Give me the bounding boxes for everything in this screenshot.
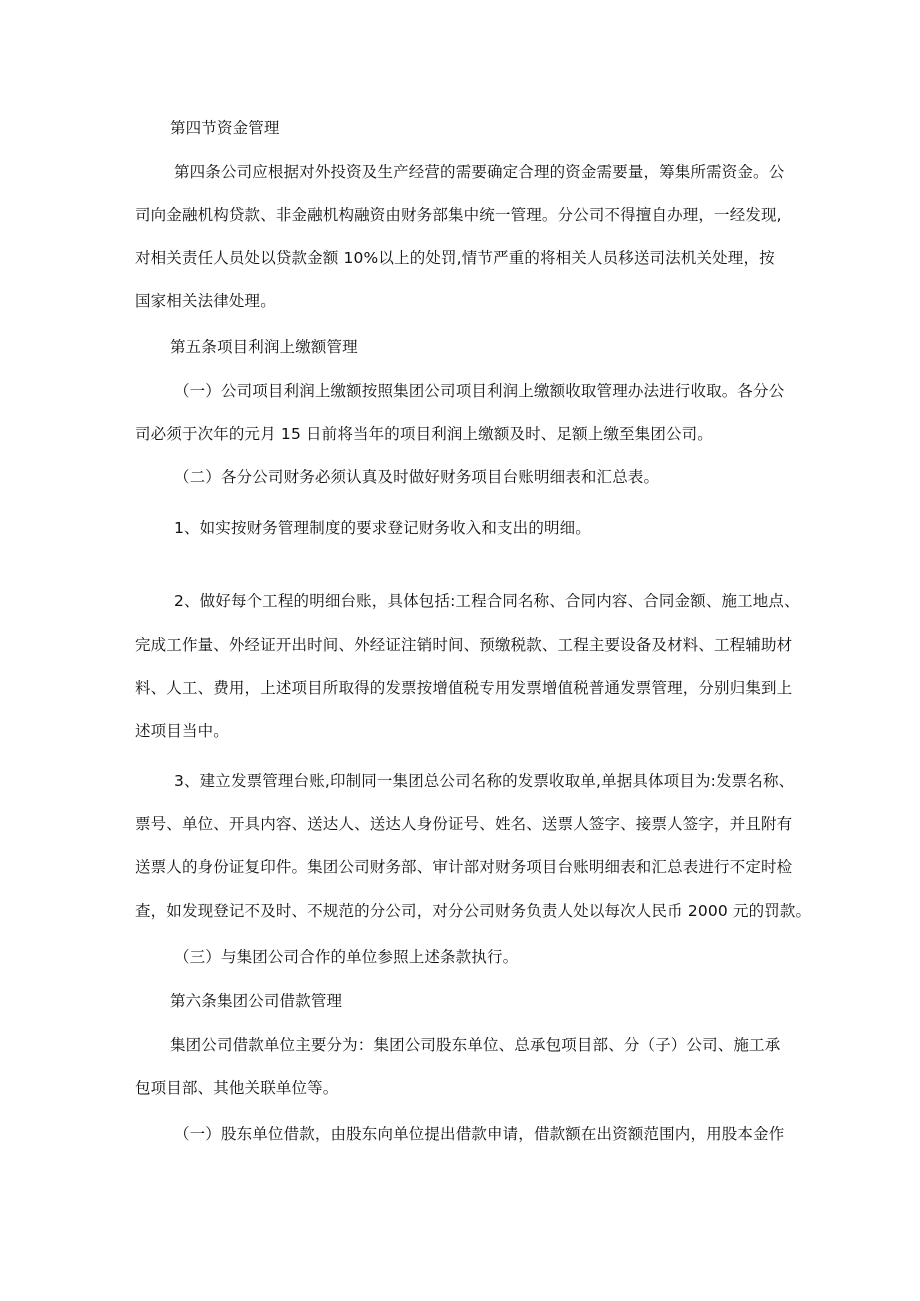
article6-intro-line-1: 集团公司借款单位主要分为：集团公司股东单位、总承包项目部、分（子）公司、施工承 [170,1036,781,1054]
article5-sub3-line-4: 查，如发现登记不及时、不规范的分公司，对分公司财务负责人处以每次人民币 2000 元的罚款。 [135,902,812,920]
article5-sub2-line-2: 完成工作量、外经证开出时间、外经证注销时间、预缴税款、工程主要设备及材料、工程辅助材 [135,636,793,654]
article6-title: 第六条集团公司借款管理 [170,992,343,1010]
article5-title: 第五条项目利润上缴额管理 [170,338,358,356]
article5-sub2-line-1: 2、做好每个工程的明细台账，具体包括:工程合同名称、合同内容、合同金额、施工地点、 [174,592,800,610]
section-title: 第四节资金管理 [170,119,280,137]
article6-item1: （一）股东单位借款，由股东向单位提出借款申请，借款额在出资额范围内，用股本金作 [174,1125,785,1143]
article4-line-3: 对相关责任人员处以贷款金额 10%以上的处罚,情节严重的将相关人员移送司法机关处理，按 [135,249,775,267]
article5-item3: （三）与集团公司合作的单位参照上述条款执行。 [174,948,519,966]
article6-intro-line-2: 包项目部、其他关联单位等。 [135,1079,339,1097]
article5-sub3-line-1: 3、建立发票管理台账,印制同一集团总公司名称的发票收取单,单据具体项目为:发票名称、 [174,772,795,790]
article5-sub3-line-3: 送票人的身份证复印件。集团公司财务部、审计部对财务项目台账明细表和汇总表进行不定时检 [135,858,793,876]
article5-sub3-line-2: 票号、单位、开具内容、送达人、送达人身份证号、姓名、送票人签字、接票人签字，并且附有 [135,815,793,833]
article5-sub2-line-4: 述项目当中。 [135,722,229,740]
article5-item1-line-1: （一）公司项目利润上缴额按照集团公司项目利润上缴额收取管理办法进行收取。各分公 [174,382,785,400]
article5-item2: （二）各分公司财务必须认真及时做好财务项目台账明细表和汇总表。 [174,468,660,486]
article4-line-2: 司向金融机构贷款、非金融机构融资由财务部集中统一管理。分公司不得擅自办理，一经发现, [135,206,782,224]
article4-line-1: 第四条公司应根据对外投资及生产经营的需要确定合理的资金需要量，筹集所需资金。公 [174,163,785,181]
article5-sub2-line-3: 料、人工、费用，上述项目所取得的发票按增值税专用发票增值税普通发票管理，分别归集到上 [135,679,793,697]
article5-sub1: 1、如实按财务管理制度的要求登记财务收入和支出的明细。 [174,519,591,537]
article5-item1-line-2: 司必须于次年的元月 15 日前将当年的项目利润上缴额及时、足额上缴至集团公司。 [135,425,713,443]
article4-line-4: 国家相关法律处理。 [135,292,276,310]
